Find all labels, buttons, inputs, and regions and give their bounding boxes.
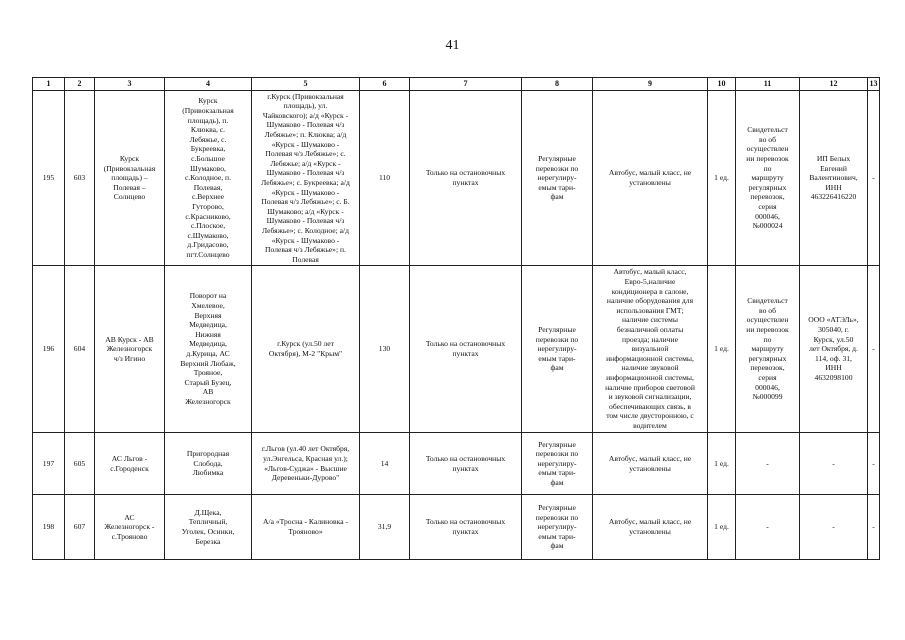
boarding-order: Только на остановочных пунктах: [410, 495, 522, 560]
route-length: 130: [360, 266, 410, 433]
vehicle-class: Автобус, малый класс, не установлены: [593, 91, 708, 266]
boarding-order: Только на остановочных пунктах: [410, 433, 522, 495]
route-number: 603: [65, 91, 95, 266]
transport-type: Регулярные перевозки по нерегулиру- емым тари- фам: [522, 266, 593, 433]
route-index: 197: [33, 433, 65, 495]
route-name: Курск (Привокзальная площадь) – Полевая – Солнцево: [95, 91, 165, 266]
vehicle-count: 1 ед.: [708, 495, 736, 560]
route-streets: г.Курск (ул.50 лет Октября), М-2 "Крым": [252, 266, 360, 433]
route-number: 604: [65, 266, 95, 433]
vehicle-count: 1 ед.: [708, 91, 736, 266]
page-number: 41: [445, 38, 460, 53]
carrier: -: [800, 495, 868, 560]
route-stops: Поворот на Хмелевое, Верхняя Медведица, Нижняя Медведица, д.Курица, АС Верхний Любаж, Трояное, Старый Бузец, АВ Железногорск: [165, 266, 252, 433]
route-length: 14: [360, 433, 410, 495]
header-cell: 1: [33, 78, 65, 91]
header-cell: 2: [65, 78, 95, 91]
route-length: 110: [360, 91, 410, 266]
extra: -: [868, 495, 880, 560]
header-cell: 8: [522, 78, 593, 91]
transport-type: Регулярные перевозки по нерегулиру- емым тари- фам: [522, 433, 593, 495]
route-stops: Курск (Привокзальная площадь), п. Клюква, с. Лебяжье, с. Букреевка, с.Большое Шумаково, с.Колодное, п. Полевая, с.Верхнее Гуторово, с.Красниково, с.Плоское, с.Шумаково, д.Гридасово, пгт.Солнцево: [165, 91, 252, 266]
route-length: 31,9: [360, 495, 410, 560]
extra: -: [868, 266, 880, 433]
header-cell: 3: [95, 78, 165, 91]
header-cell: 13: [868, 78, 880, 91]
carrier: ИП Белых Евгений Валентинович, ИНН 463226416220: [800, 91, 868, 266]
transport-type: Регулярные перевозки по нерегулиру- емым тари- фам: [522, 91, 593, 266]
route-name: АВ Курск - АВ Железногорск ч/з Игино: [95, 266, 165, 433]
route-index: 195: [33, 91, 65, 266]
route-index: 196: [33, 266, 65, 433]
header-cell: 11: [736, 78, 800, 91]
vehicle-class: Автобус, малый класс, не установлены: [593, 495, 708, 560]
header-cell: 6: [360, 78, 410, 91]
route-stops: Д.Щека, Тепличный, Уголек, Осинки, Березка: [165, 495, 252, 560]
extra: -: [868, 91, 880, 266]
transport-type: Регулярные перевозки по нерегулиру- емым тари- фам: [522, 495, 593, 560]
certificate: -: [736, 495, 800, 560]
certificate: Свидетельст во об осуществлен ии перевозок по маршруту регулярных перевозок, серия 000046, №000099: [736, 266, 800, 433]
carrier: -: [800, 433, 868, 495]
route-name: АС Льгов - с.Городенск: [95, 433, 165, 495]
route-streets: А/а «Тросна - Калиновка - Трояново»: [252, 495, 360, 560]
vehicle-count: 1 ед.: [708, 266, 736, 433]
header-cell: 4: [165, 78, 252, 91]
extra: -: [868, 433, 880, 495]
route-stops: Пригородная Слобода, Любимка: [165, 433, 252, 495]
certificate: -: [736, 433, 800, 495]
header-cell: 10: [708, 78, 736, 91]
route-number: 607: [65, 495, 95, 560]
table-row: [33, 266, 880, 433]
carrier: ООО «АТЭЛь», 305040, г. Курск, ул.50 лет Октября, д. 114, оф. 31, ИНН 4632098100: [800, 266, 868, 433]
header-cell: 7: [410, 78, 522, 91]
route-streets: г.Льгов (ул.40 лет Октября, ул.Энгельса, Красная ул.); «Льгов-Суджа» - Высшие Деревеньки-Дурово": [252, 433, 360, 495]
table-row: [33, 91, 880, 266]
route-number: 605: [65, 433, 95, 495]
vehicle-class: Автобус, малый класс, Евро-5,наличие кондиционера в салоне, наличие оборудования для использования ГМТ; наличие системы безналичной оплаты проезда; наличие визуальной информационной системы, наличие звуковой информационной системы, наличие приборов световой и звуковой сигнализации, обеспечивающих связь, в том числе двусторонною, с водителем: [593, 266, 708, 433]
header-row: [33, 78, 880, 91]
route-index: 198: [33, 495, 65, 560]
vehicle-count: 1 ед.: [708, 433, 736, 495]
header-cell: 12: [800, 78, 868, 91]
boarding-order: Только на остановочных пунктах: [410, 91, 522, 266]
header-cell: 5: [252, 78, 360, 91]
route-streets: г.Курск (Привокзальная площадь), ул. Чайковского); а/д «Курск - Шумаково - Полевая ч/з Лебяжье»; п. Клюква; а/д «Курск - Шумаково - Полевая ч/з Лебяжье»; с. Лебяжье; а/д «Курск - Шумаково - Полевая ч/з Лебяжье»; с. Букреевка; а/д «Курск - Шумаково - Полевая ч/з Лебяжье»; с. Б. Шумаково; а/д «Курск - Шумаково - Полевая ч/з Лебяжье»; с. Колодное; а/д «Курск - Шумаково - Полевая ч/з Лебяжье»; п. Полевая: [252, 91, 360, 266]
boarding-order: Только на остановочных пунктах: [410, 266, 522, 433]
route-name: АС Железногорск - с.Трояново: [95, 495, 165, 560]
header-cell: 9: [593, 78, 708, 91]
vehicle-class: Автобус, малый класс, не установлены: [593, 433, 708, 495]
table-row: [33, 433, 880, 495]
table-row: [33, 495, 880, 560]
route-registry-table: [32, 77, 880, 560]
certificate: Свидетельст во об осуществлен ии перевозок по маршруту регулярных перевозок, серия 000046, №000024: [736, 91, 800, 266]
